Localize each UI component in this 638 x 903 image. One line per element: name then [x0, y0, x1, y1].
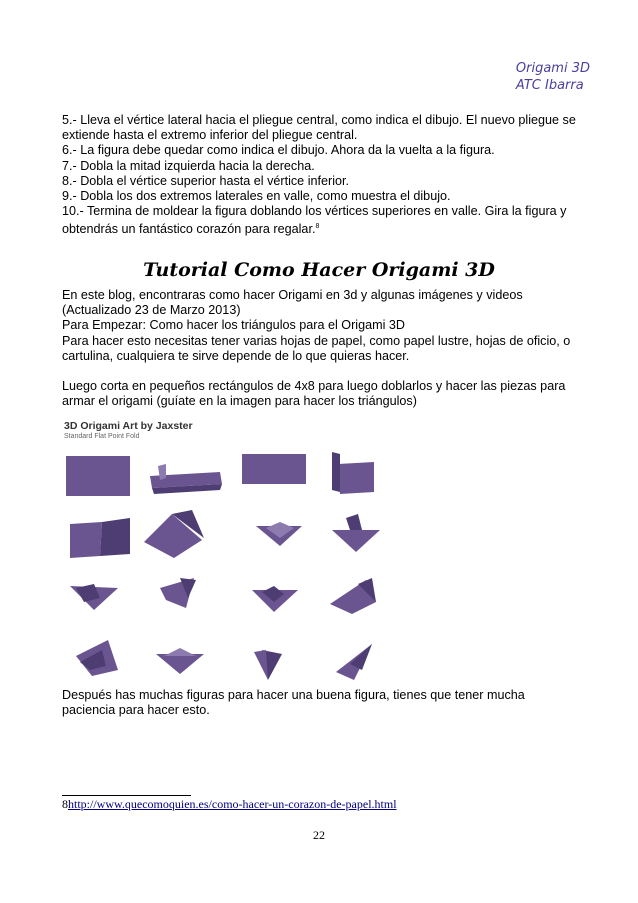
- folding-steps: [62, 113, 580, 238]
- footnote-link[interactable]: http://www.quecomoquien.es/como-hacer-un-corazon-de-papel.html: [68, 797, 397, 811]
- fold-step-6: [144, 510, 204, 558]
- header-subtitle: ATC Ibarra: [515, 78, 584, 93]
- fold-step-15: [254, 650, 282, 680]
- fold-step-1: [66, 456, 130, 496]
- materials-text: Para hacer esto necesitas tener varias hojas de papel, como papel lustre, hojas de oficio, o cartulina, cualquiera te sirve depende de lo que quieras hacer.: [62, 333, 571, 363]
- fold-step-11: [252, 586, 298, 612]
- fold-step-8: [332, 514, 380, 552]
- image-title: 3D Origami Art by Jaxster: [64, 420, 193, 432]
- footnote-number: 8: [62, 797, 68, 811]
- page-header: [516, 60, 590, 94]
- section-title: Tutorial Como Hacer Origami 3D: [143, 259, 495, 281]
- step-7: 7.- Dobla la mitad izquierda hacia la derecha.: [62, 158, 315, 173]
- image-subtitle: Standard Flat Point Fold: [64, 433, 140, 440]
- origami-fold-image: [62, 418, 392, 688]
- closing-text: Después has muchas figuras para hacer una buena figura, tienes que tener mucha paciencia para hacer esto.: [62, 688, 525, 718]
- page-number: 22: [313, 828, 325, 842]
- fold-steps-diagram: [62, 418, 392, 688]
- step-9: 9.- Dobla los dos extremos laterales en valle, como muestra el dibujo.: [62, 189, 451, 204]
- fold-step-5: [70, 518, 130, 558]
- fold-step-3: [242, 454, 306, 484]
- fold-step-2: [150, 464, 222, 494]
- blog-intro: En este blog, encontraras como hacer Origami en 3d y algunas imágenes y videos: [62, 288, 523, 302]
- step-8: 8.- Dobla el vértice superior hasta el vértice inferior.: [62, 173, 349, 188]
- step-6: 6.- La figura debe quedar como indica el dibujo. Ahora da la vuelta a la figura.: [62, 143, 495, 158]
- fold-step-4: [332, 452, 374, 494]
- fold-step-16: [336, 644, 372, 680]
- step-10: [62, 204, 580, 237]
- closing-paragraph: [62, 688, 580, 718]
- step-5: 5.- Lleva el vértice lateral hacia el pliegue central, como indica el dibujo. El nuevo pliegue se extiende hasta el extremo inferior del pliegue central.: [62, 113, 576, 143]
- fold-step-10: [160, 578, 196, 608]
- fold-step-12: [330, 578, 376, 614]
- tutorial-text: [62, 288, 580, 410]
- fold-step-14: [156, 648, 204, 674]
- footnote: [62, 797, 397, 812]
- start-heading: Para Empezar: Como hacer los triángulos para el Origami 3D: [62, 318, 405, 333]
- update-date: (Actualizado 23 de Marzo 2013): [62, 303, 241, 318]
- cutting-text: Luego corta en pequeños rectángulos de 4x8 para luego doblarlos y hacer las piezas para armar el origami (guíate en la imagen para hacer los triángulos): [62, 379, 566, 409]
- footnote-ref[interactable]: 8: [315, 223, 320, 231]
- fold-step-13: [76, 640, 118, 676]
- step-10-text: 10.- Termina de moldear la figura doblando los vértices superiores en valle. Gira la figura y obtendrás un fantástico corazón para regalar.: [62, 204, 567, 237]
- header-title: Origami 3D: [515, 61, 590, 76]
- footnote-separator: [62, 795, 191, 796]
- fold-step-9: [70, 584, 118, 610]
- fold-step-7: [256, 522, 302, 546]
